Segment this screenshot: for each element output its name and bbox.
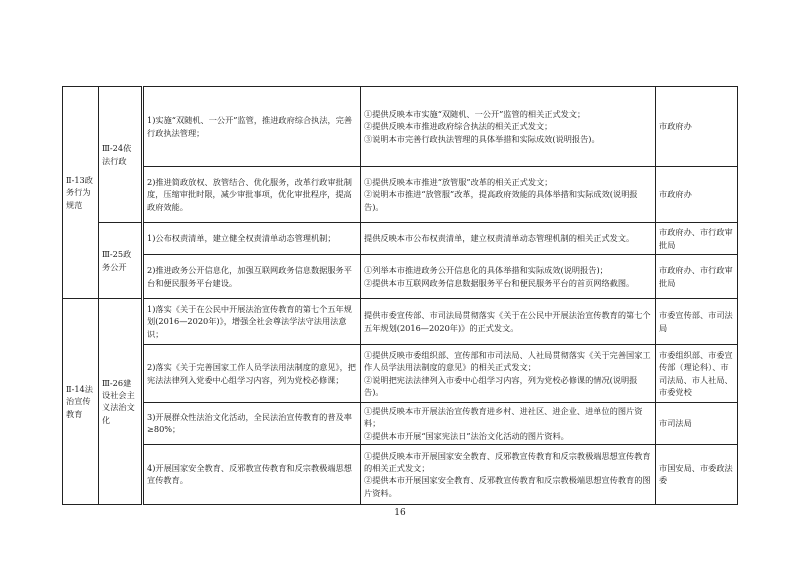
material-item: ①提供反映本市开展国家安全教育、反邪教宣传教育和反宗教极端思想宣传教育的相关正式发文； <box>364 450 651 474</box>
material-item: ②提供本市开展“国家宪法日”法治文化活动的图片资料。 <box>364 430 569 441</box>
materials-cell <box>361 444 656 504</box>
material-item: 提供反映本市公布权责清单，建立权责清单动态管理机制的相关正式发文。 <box>364 233 635 244</box>
table-row <box>63 87 738 167</box>
material-item: ①提供反映本市实施“双随机、一公开”监管的相关正式发文； <box>364 109 586 120</box>
content-cell: 1)落实《关于在公民中开展法治宣传教育的第七个五年规划(2016—2020年)》，增强全社会尊法学法守法用法意识； <box>143 299 361 345</box>
page-number: 16 <box>394 508 406 518</box>
department-cell: 市司法局 <box>656 403 738 445</box>
criteria-table <box>62 86 738 505</box>
material-item: ①提供反映本市开展法治宣传教育进乡村、进社区、进企业、进单位的图片资料； <box>364 406 643 429</box>
material-item: ②提供本市互联网政务信息数据服务平台和便民服务平台的首页网络截图。 <box>364 277 635 288</box>
table-row <box>63 223 738 255</box>
level3-indicator-cell: Ⅲ-26建设社会主义法治文化 <box>99 299 143 505</box>
material-item: ②说明把宪法法律列入市委中心组学习内容，列为党校必修课的情况(说明报告)。 <box>364 374 638 397</box>
department-cell: 市委宣传部、市司法局 <box>656 299 738 345</box>
material-item: ①列举本市推进政务公开信息化的具体举措和实际成效(说明报告)； <box>364 265 608 276</box>
table-row <box>63 255 738 299</box>
materials-cell <box>361 223 656 255</box>
materials-cell <box>361 345 656 403</box>
table-row <box>63 167 738 223</box>
material-item: ②说明本市推进“放管服”改革，提高政府效能的具体举措和实际成效(说明报告)。 <box>364 189 638 212</box>
material-item: ①提供反映本市推进“放管服”改革的相关正式发文； <box>364 177 553 188</box>
department-cell: 市政府办 <box>656 87 738 167</box>
content-cell: 2)推进政务公开信息化，加强互联网政务信息数据服务平台和便民服务平台建设。 <box>143 255 361 299</box>
content-cell: 2)落实《关于完善国家工作人员学法用法制度的意见》，把宪法法律列入党委中心组学习内容，列为党校必修课； <box>143 345 361 403</box>
table-row <box>63 345 738 403</box>
level3-indicator-cell: Ⅲ-24依法行政 <box>99 87 143 223</box>
department-cell: 市政府办、市行政审批局 <box>656 223 738 255</box>
table-row <box>63 299 738 345</box>
level3-indicator-cell: Ⅲ-25政务公开 <box>99 223 143 299</box>
department-cell: 市政府办 <box>656 167 738 223</box>
materials-cell <box>361 167 656 223</box>
material-item: 提供市委宣传部、市司法局贯彻落实《关于在公民中开展法治宣传教育的第七个五年规划(2016—2020年)》的正式发文。 <box>364 310 651 333</box>
content-cell: 1)公布权责清单，建立健全权责清单动态管理机制； <box>143 223 361 255</box>
material-item: ③说明本市完善行政执法管理的具体举措和实际成效(说明报告)。 <box>364 133 600 144</box>
materials-cell <box>361 299 656 345</box>
content-cell: 4)开展国家安全教育、反邪教宣传教育和反宗教极端思想宣传教育。 <box>143 444 361 504</box>
materials-cell <box>361 87 656 167</box>
material-item: ②提供反映本市推进政府综合执法的相关正式发文； <box>364 121 553 132</box>
content-cell: 2)推进简政放权、放管结合、优化服务，改革行政审批制度，压缩审批时限，减少审批事项，优化审批程序，提高政府效能。 <box>143 167 361 223</box>
department-cell: 市政府办、市行政审批局 <box>656 255 738 299</box>
content-cell: 3)开展群众性法治文化活动，全民法治宣传教育的普及率≥80%； <box>143 403 361 445</box>
level2-indicator-cell: Ⅱ-14法治宣传教育 <box>63 299 99 505</box>
materials-cell <box>361 403 656 445</box>
table-row <box>63 444 738 504</box>
material-item: ①提供反映市委组织部、宣传部和市司法局、人社局贯彻落实《关于完善国家工作人员学法用法制度的意见》的相关正式发文； <box>364 349 651 373</box>
material-item: ②提供本市开展国家安全教育、反邪教宣传教育和反宗教极端思想宣传教育的图片资料。 <box>364 475 651 498</box>
level2-indicator-cell: Ⅱ-13政务行为规范 <box>63 87 99 299</box>
content-cell: 1)实施“双随机、一公开”监管，推进政府综合执法，完善行政执法管理； <box>143 87 361 167</box>
materials-cell <box>361 255 656 299</box>
department-cell: 市国安局、市委政法委 <box>656 444 738 504</box>
department-cell: 市委组织部、市委宣传部（理论科）、市司法局、市人社局、市委党校 <box>656 345 738 403</box>
criteria-table-body <box>63 87 738 505</box>
table-row <box>63 403 738 445</box>
